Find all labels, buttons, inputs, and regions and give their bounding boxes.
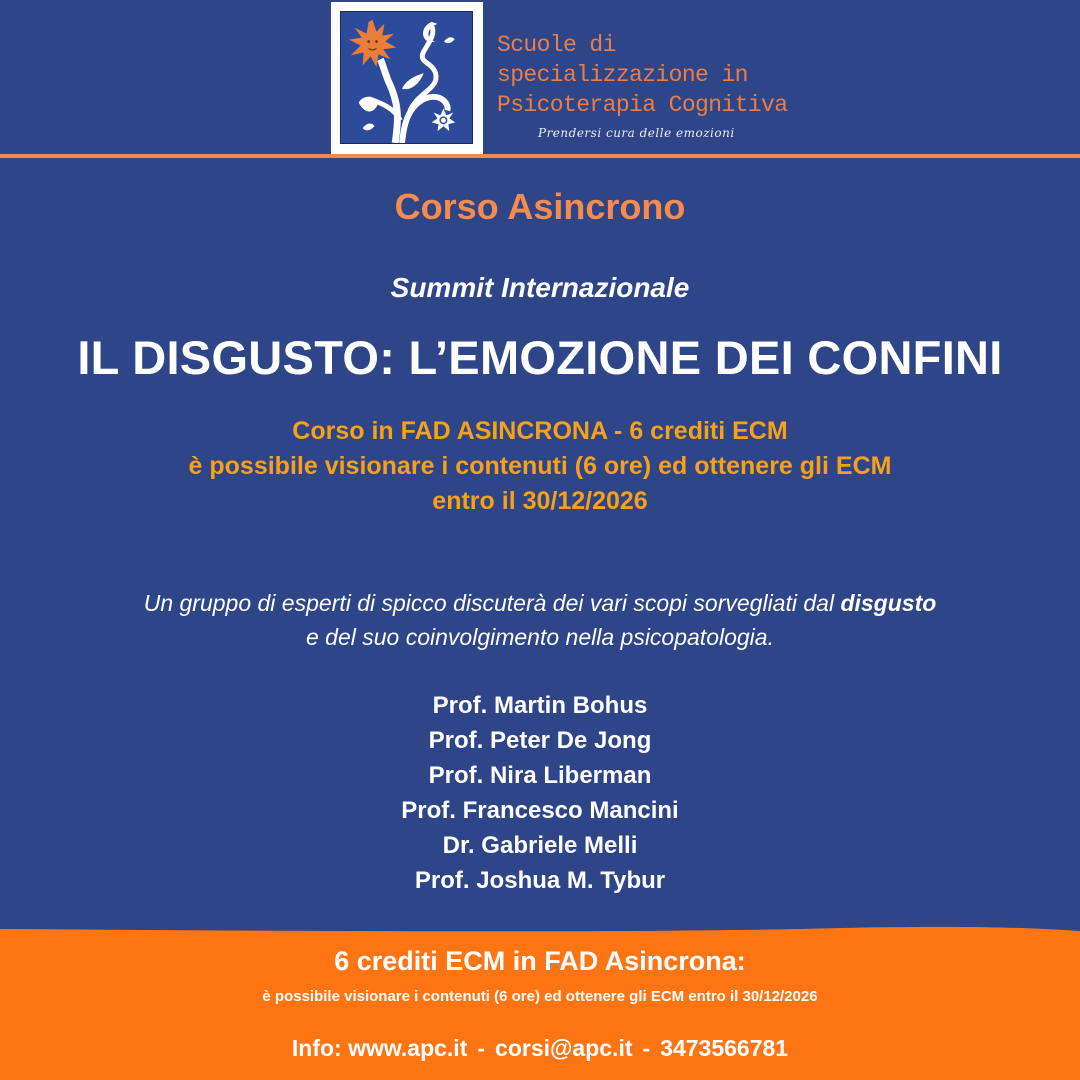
email-link[interactable]: corsi@apc.it [495, 1035, 633, 1061]
speaker: Prof. Francesco Mancini [401, 797, 679, 824]
course-type: Corso Asincrono [394, 186, 686, 227]
speaker: Prof. Martin Bohus [432, 692, 648, 719]
page-title: IL DISGUSTO: L’EMOZIONE DEI CONFINI [77, 331, 1003, 384]
contact-info [0, 1035, 1080, 1062]
separator: - [642, 1035, 651, 1061]
school-name [497, 30, 787, 120]
speaker: Prof. Peter De Jong [428, 727, 652, 754]
header [0, 0, 1080, 155]
school-name-line: Scuole di [497, 32, 616, 58]
description-line-1 [0, 586, 1080, 620]
speaker: Prof. Nira Liberman [428, 762, 652, 789]
description [0, 586, 1080, 654]
school-name-line: Psicoterapia Cognitiva [497, 92, 788, 118]
fad-line: entro il 30/12/2026 [432, 487, 648, 515]
event-kind: Summit Internazionale [390, 272, 690, 303]
speakers-list [0, 688, 1080, 898]
tree-sun-moon-icon [340, 11, 473, 144]
speaker: Dr. Gabriele Melli [442, 832, 638, 859]
fad-line: è possibile visionare i contenuti (6 ore) ed ottenere gli ECM [188, 452, 892, 480]
description-text: Un gruppo di esperti di spicco discuterà dei vari scopi sorvegliati dal [143, 590, 841, 616]
fad-info [0, 414, 1080, 519]
fad-line: Corso in FAD ASINCRONA - 6 crediti ECM [292, 417, 788, 445]
description-emphasis: disgusto [840, 590, 937, 616]
speaker: Prof. Joshua M. Tybur [414, 867, 666, 894]
school-name-line: specializzazione in [497, 62, 748, 88]
school-logo [331, 2, 483, 154]
website-link[interactable]: www.apc.it [348, 1035, 468, 1061]
description-line-2: e del suo coinvolgimento nella psicopatologia. [306, 624, 774, 650]
footer-subline: è possibile visionare i contenuti (6 ore) ed ottenere gli ECM entro il 30/12/2026 [262, 988, 818, 1005]
tagline: Prendersi cura delle emozioni [538, 126, 735, 140]
phone-number[interactable]: 3473566781 [660, 1035, 789, 1061]
info-label: Info: [291, 1035, 342, 1061]
footer-headline: 6 crediti ECM in FAD Asincrona: [334, 946, 746, 976]
header-divider [0, 154, 1080, 158]
separator: - [477, 1035, 486, 1061]
